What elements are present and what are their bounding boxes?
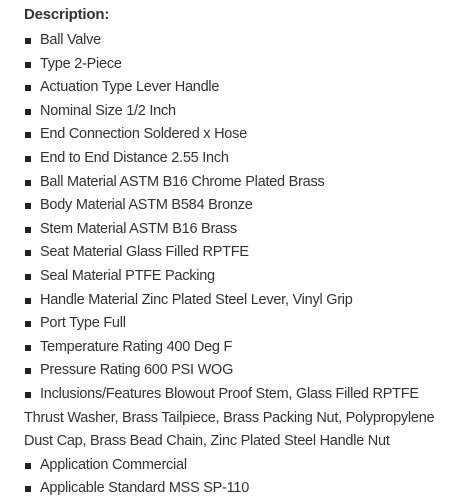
- list-item-text: End to End Distance 2.55 Inch: [40, 149, 229, 166]
- square-bullet-icon: [25, 38, 31, 44]
- list-item: [24, 29, 467, 53]
- list-item: [24, 53, 467, 77]
- list-item-text: Seal Material PTFE Packing: [40, 267, 215, 284]
- list-item-text: Ball Material ASTM B16 Chrome Plated Brass: [40, 173, 325, 190]
- square-bullet-icon: [25, 298, 31, 304]
- list-item: [24, 76, 467, 100]
- list-item-text: Inclusions/Features Blowout Proof Stem, Glass Filled RPTFE Thrust Washer, Brass Tailpiece, Brass Packing Nut, Polypropylene Dust Cap, Brass Bead Chain, Zinc Plated Steel Handle Nut: [24, 385, 435, 450]
- square-bullet-icon: [25, 62, 31, 68]
- square-bullet-icon: [25, 321, 31, 327]
- square-bullet-icon: [25, 486, 31, 492]
- list-item: [24, 123, 467, 147]
- list-item: [24, 289, 467, 313]
- square-bullet-icon: [25, 180, 31, 186]
- list-item: [24, 241, 467, 265]
- list-item: [24, 383, 467, 454]
- description-heading: Description:: [24, 6, 110, 23]
- list-item: [24, 312, 467, 336]
- list-item-text: Application Commercial: [40, 456, 187, 473]
- list-item: [24, 100, 467, 124]
- list-item-text: Nominal Size 1/2 Inch: [40, 102, 176, 119]
- list-item-text: Actuation Type Lever Handle: [40, 79, 220, 96]
- square-bullet-icon: [25, 392, 31, 398]
- list-item-text: Stem Material ASTM B16 Brass: [40, 220, 237, 237]
- list-item-text: Temperature Rating 400 Deg F: [40, 338, 233, 355]
- square-bullet-icon: [25, 203, 31, 209]
- square-bullet-icon: [25, 274, 31, 280]
- square-bullet-icon: [25, 345, 31, 351]
- spec-list: [24, 29, 467, 501]
- list-item: [24, 336, 467, 360]
- square-bullet-icon: [25, 156, 31, 162]
- square-bullet-icon: [25, 250, 31, 256]
- list-item-text: Ball Valve: [40, 32, 101, 48]
- list-item: [24, 265, 467, 289]
- square-bullet-icon: [25, 463, 31, 469]
- list-item: [24, 147, 467, 171]
- list-item-text: Type 2-Piece: [40, 55, 122, 72]
- list-item-text: Body Material ASTM B584 Bronze: [40, 197, 253, 214]
- list-item: [24, 171, 467, 195]
- square-bullet-icon: [25, 227, 31, 233]
- square-bullet-icon: [25, 132, 31, 138]
- list-item-text: Applicable Standard MSS SP-110: [40, 480, 250, 497]
- square-bullet-icon: [25, 85, 31, 91]
- list-item: [24, 359, 467, 383]
- square-bullet-icon: [25, 368, 31, 374]
- list-item-text: End Connection Soldered x Hose: [40, 126, 247, 143]
- list-item-text: Pressure Rating 600 PSI WOG: [40, 362, 234, 379]
- list-item-text: Handle Material Zinc Plated Steel Lever, Vinyl Grip: [40, 291, 353, 308]
- list-item: [24, 454, 467, 478]
- list-item: [24, 218, 467, 242]
- list-item: [24, 194, 467, 218]
- list-item: [24, 477, 467, 501]
- square-bullet-icon: [25, 109, 31, 115]
- list-item-text: Port Type Full: [40, 315, 126, 332]
- list-item-text: Seat Material Glass Filled RPTFE: [40, 244, 249, 261]
